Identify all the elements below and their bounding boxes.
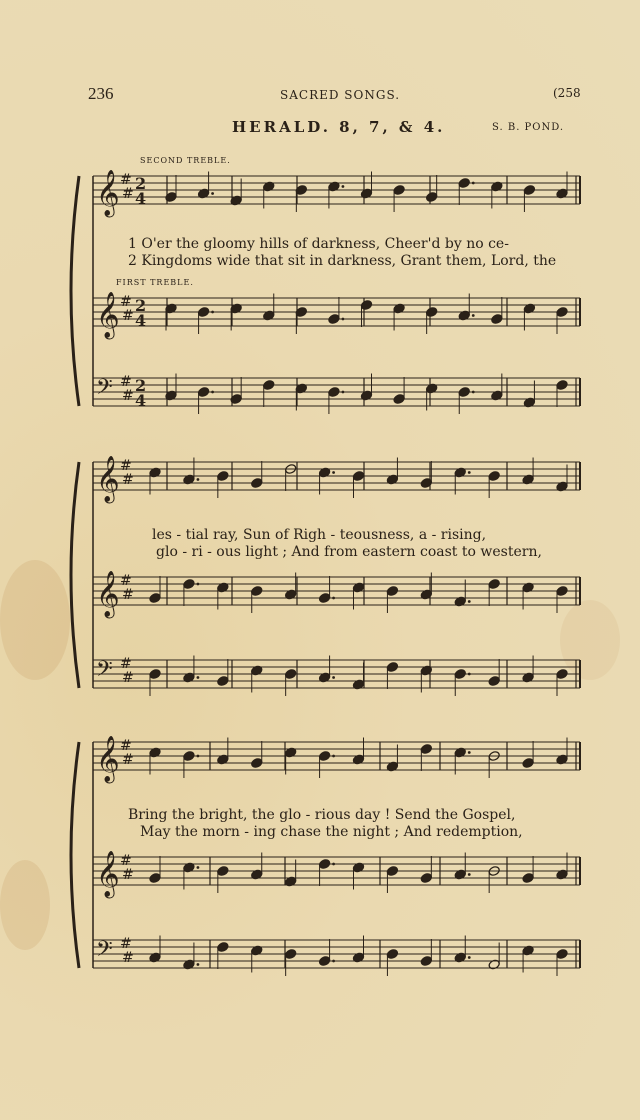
dot-mark bbox=[468, 873, 471, 876]
page-number: 236 bbox=[88, 84, 114, 103]
lyric-line: Bring the bright, the glo - rious day ! Send the Gospel, bbox=[128, 807, 516, 823]
dot-mark bbox=[211, 391, 214, 394]
dot-mark bbox=[211, 192, 214, 195]
dot-mark bbox=[342, 185, 345, 188]
dot-mark bbox=[197, 866, 200, 869]
note-head bbox=[149, 872, 162, 883]
sharp-icon: # bbox=[120, 294, 132, 310]
dot-mark bbox=[332, 471, 335, 474]
dot-mark bbox=[211, 311, 214, 314]
time-signature-numerator: 2 bbox=[135, 296, 147, 315]
system-brace bbox=[71, 742, 79, 968]
note-head bbox=[386, 585, 399, 596]
note-head bbox=[454, 668, 467, 679]
system-brace bbox=[71, 176, 79, 406]
system-brace bbox=[71, 462, 79, 688]
sharp-icon: # bbox=[120, 573, 132, 589]
note-head bbox=[386, 948, 399, 959]
dot-mark bbox=[468, 673, 471, 676]
dot-mark bbox=[468, 956, 471, 959]
treble-clef-icon: 𝄞 bbox=[96, 170, 120, 216]
sharp-icon: # bbox=[122, 587, 134, 603]
note-head bbox=[217, 941, 230, 952]
note-head bbox=[262, 379, 275, 390]
bass-clef-icon: 𝄢 bbox=[96, 657, 113, 687]
note-head bbox=[318, 750, 331, 761]
note-head bbox=[386, 661, 399, 672]
treble-clef-icon: 𝄞 bbox=[96, 456, 120, 502]
sharp-icon: # bbox=[122, 670, 134, 686]
treble-clef-icon: 𝄞 bbox=[96, 736, 120, 782]
sharp-icon: # bbox=[122, 950, 134, 966]
note-head bbox=[556, 306, 569, 317]
note-head bbox=[523, 184, 536, 195]
note-head bbox=[149, 592, 162, 603]
treble-clef-icon: 𝄞 bbox=[96, 292, 120, 338]
lyric-line: les - tial ray, Sun of Righ - teousness, a - rising, bbox=[152, 527, 487, 543]
sharp-icon: # bbox=[122, 472, 134, 488]
sharp-icon: # bbox=[120, 172, 132, 188]
dot-mark bbox=[342, 318, 345, 321]
note-head bbox=[522, 872, 535, 883]
note-head bbox=[393, 393, 406, 404]
sharp-icon: # bbox=[122, 186, 134, 202]
note-head bbox=[352, 470, 365, 481]
note-head bbox=[458, 177, 471, 188]
voice-label-first-treble: FIRST TREBLE. bbox=[116, 278, 194, 287]
running-title: SACRED SONGS. bbox=[280, 88, 401, 102]
composer-name: S. B. POND. bbox=[492, 122, 565, 133]
note-head bbox=[217, 470, 230, 481]
note-head bbox=[420, 477, 433, 488]
note-head bbox=[425, 191, 438, 202]
note-head bbox=[488, 578, 501, 589]
note-head bbox=[250, 757, 263, 768]
lyric-line: glo - ri - ous light ; And from eastern coast to western, bbox=[156, 544, 542, 560]
dot-mark bbox=[197, 676, 200, 679]
original-page-number: (258 bbox=[553, 86, 581, 100]
sharp-icon: # bbox=[120, 738, 132, 754]
note-head bbox=[183, 750, 196, 761]
note-head bbox=[556, 668, 569, 679]
dot-mark bbox=[342, 391, 345, 394]
note-head bbox=[318, 858, 331, 869]
sharp-icon: # bbox=[120, 936, 132, 952]
note-head bbox=[488, 470, 501, 481]
note-head bbox=[318, 592, 331, 603]
sharp-icon: # bbox=[122, 867, 134, 883]
note-head bbox=[217, 675, 230, 686]
note-head bbox=[488, 675, 501, 686]
note-head bbox=[386, 865, 399, 876]
voice-label-second-treble: SECOND TREBLE. bbox=[140, 156, 231, 165]
dot-mark bbox=[468, 751, 471, 754]
dot-mark bbox=[468, 600, 471, 603]
note-head bbox=[250, 477, 263, 488]
bass-clef-icon: 𝄢 bbox=[96, 375, 113, 405]
time-signature-numerator: 2 bbox=[135, 376, 147, 395]
hymn-title: HERALD. 8, 7, & 4. bbox=[232, 118, 446, 136]
note-head bbox=[197, 306, 210, 317]
dot-mark bbox=[472, 391, 475, 394]
sharp-icon: # bbox=[120, 458, 132, 474]
lyric-line: May the morn - ing chase the night ; And redemption, bbox=[140, 824, 523, 840]
sharp-icon: # bbox=[122, 752, 134, 768]
bass-clef-icon: 𝄢 bbox=[96, 937, 113, 967]
sharp-icon: # bbox=[120, 656, 132, 672]
dot-mark bbox=[472, 314, 475, 317]
note-head bbox=[360, 299, 373, 310]
note-head bbox=[149, 668, 162, 679]
note-head bbox=[197, 386, 210, 397]
dot-mark bbox=[332, 597, 335, 600]
note-head bbox=[183, 578, 196, 589]
note-head bbox=[420, 955, 433, 966]
note-head bbox=[425, 306, 438, 317]
note-head bbox=[556, 379, 569, 390]
dot-mark bbox=[332, 676, 335, 679]
treble-clef-icon: 𝄞 bbox=[96, 851, 120, 897]
lyric-line: 2 Kingdoms wide that sit in darkness, Grant them, Lord, the bbox=[128, 253, 557, 269]
dot-mark bbox=[468, 471, 471, 474]
dot-mark bbox=[197, 583, 200, 586]
note-head bbox=[217, 865, 230, 876]
note-head bbox=[328, 386, 341, 397]
note-head bbox=[458, 386, 471, 397]
treble-clef-icon: 𝄞 bbox=[96, 571, 120, 617]
dot-mark bbox=[197, 755, 200, 758]
note-head bbox=[522, 757, 535, 768]
dot-mark bbox=[332, 960, 335, 963]
dot-mark bbox=[332, 755, 335, 758]
sharp-icon: # bbox=[120, 853, 132, 869]
sharp-icon: # bbox=[120, 374, 132, 390]
note-head bbox=[318, 955, 331, 966]
note-head bbox=[284, 948, 297, 959]
dot-mark bbox=[332, 863, 335, 866]
time-signature-denominator: 4 bbox=[135, 189, 147, 208]
time-signature-denominator: 4 bbox=[135, 311, 147, 330]
note-head bbox=[420, 872, 433, 883]
dot-mark bbox=[197, 963, 200, 966]
sharp-icon: # bbox=[122, 308, 134, 324]
note-head bbox=[556, 948, 569, 959]
lyric-line: 1 O'er the gloomy hills of darkness, Cheer'd by no ce- bbox=[128, 236, 509, 252]
note-head bbox=[491, 313, 504, 324]
note-head bbox=[393, 184, 406, 195]
note-head bbox=[328, 313, 341, 324]
note-head bbox=[250, 585, 263, 596]
time-signature-numerator: 2 bbox=[135, 174, 147, 193]
time-signature-denominator: 4 bbox=[135, 391, 147, 410]
dot-mark bbox=[472, 182, 475, 185]
note-head bbox=[420, 743, 433, 754]
dot-mark bbox=[197, 478, 200, 481]
note-head bbox=[556, 585, 569, 596]
note-head bbox=[284, 668, 297, 679]
sharp-icon: # bbox=[122, 388, 134, 404]
